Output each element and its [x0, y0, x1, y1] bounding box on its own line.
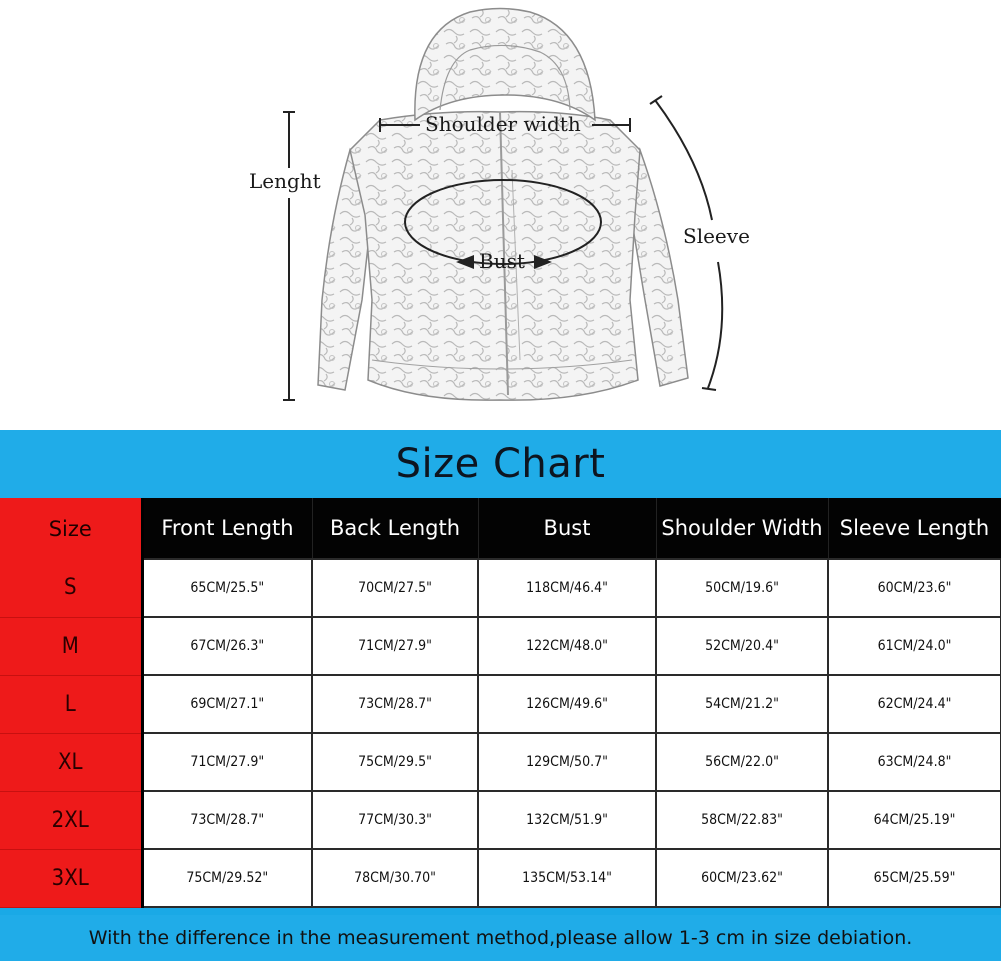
- sleeve-label: Sleeve: [683, 224, 750, 248]
- jacket-illustration: [0, 0, 1001, 430]
- length-measure: [283, 112, 295, 400]
- sleeve-length-cell: 62CM/24.4": [828, 675, 1001, 733]
- shoulder-width-cell: 50CM/19.6": [656, 559, 828, 617]
- size-cell: S: [0, 559, 142, 617]
- column-header-back-length: Back Length: [312, 498, 478, 559]
- size-cell: L: [0, 675, 142, 733]
- front-length-cell: 73CM/28.7": [142, 791, 312, 849]
- back-length-cell: 77CM/30.3": [312, 791, 478, 849]
- jacket-shape: [318, 9, 688, 401]
- measurement-note: With the difference in the measurement method,please allow 1-3 cm in size debiation.: [88, 927, 913, 949]
- bust-cell: 135CM/53.14": [478, 849, 656, 907]
- column-header-size: Size: [0, 498, 142, 559]
- back-length-cell: 71CM/27.9": [312, 617, 478, 675]
- shoulder-width-cell: 56CM/22.0": [656, 733, 828, 791]
- shoulder-width-cell: 52CM/20.4": [656, 617, 828, 675]
- front-length-cell: 65CM/25.5": [142, 559, 312, 617]
- back-length-cell: 78CM/30.70": [312, 849, 478, 907]
- front-length-cell: 67CM/26.3": [142, 617, 312, 675]
- shoulder-width-cell: 58CM/22.83": [656, 791, 828, 849]
- table-row: [0, 849, 1001, 907]
- sleeve-length-cell: 65CM/25.59": [828, 849, 1001, 907]
- shoulder-width-cell: 54CM/21.2": [656, 675, 828, 733]
- sleeve-length-cell: 63CM/24.8": [828, 733, 1001, 791]
- bust-cell: 132CM/51.9": [478, 791, 656, 849]
- size-cell: XL: [0, 733, 142, 791]
- bust-cell: 129CM/50.7": [478, 733, 656, 791]
- column-header-sleeve-length: Sleeve Length: [828, 498, 1001, 559]
- size-cell: M: [0, 617, 142, 675]
- front-length-cell: 75CM/29.52": [142, 849, 312, 907]
- size-cell: 3XL: [0, 849, 142, 907]
- column-header-bust: Bust: [478, 498, 656, 559]
- table-row: [0, 675, 1001, 733]
- measurement-note-band: [0, 915, 1001, 961]
- bust-label: Bust: [479, 249, 525, 273]
- bust-cell: 118CM/46.4": [478, 559, 656, 617]
- shoulder-width-cell: 60CM/23.62": [656, 849, 828, 907]
- table-row: [0, 617, 1001, 675]
- column-header-shoulder-width: Shoulder Width: [656, 498, 828, 559]
- sleeve-length-cell: 64CM/25.19": [828, 791, 1001, 849]
- back-length-cell: 70CM/27.5": [312, 559, 478, 617]
- size-chart-title: Size Chart: [395, 441, 606, 487]
- bust-cell: 122CM/48.0": [478, 617, 656, 675]
- front-length-cell: 71CM/27.9": [142, 733, 312, 791]
- jacket-measurement-diagram: [0, 0, 1001, 430]
- front-length-cell: 69CM/27.1": [142, 675, 312, 733]
- sleeve-length-cell: 60CM/23.6": [828, 559, 1001, 617]
- shoulder-width-label: Shoulder width: [425, 112, 581, 136]
- length-label: Lenght: [249, 169, 321, 193]
- table-row: [0, 791, 1001, 849]
- sleeve-length-cell: 61CM/24.0": [828, 617, 1001, 675]
- back-length-cell: 75CM/29.5": [312, 733, 478, 791]
- table-row: [0, 559, 1001, 617]
- size-cell: 2XL: [0, 791, 142, 849]
- size-table: [0, 498, 1001, 908]
- table-row: [0, 733, 1001, 791]
- size-chart-title-band: [0, 430, 1001, 498]
- size-chart: [0, 430, 1001, 961]
- table-header-row: [0, 498, 1001, 559]
- back-length-cell: 73CM/28.7": [312, 675, 478, 733]
- bust-cell: 126CM/49.6": [478, 675, 656, 733]
- column-header-front-length: Front Length: [142, 498, 312, 559]
